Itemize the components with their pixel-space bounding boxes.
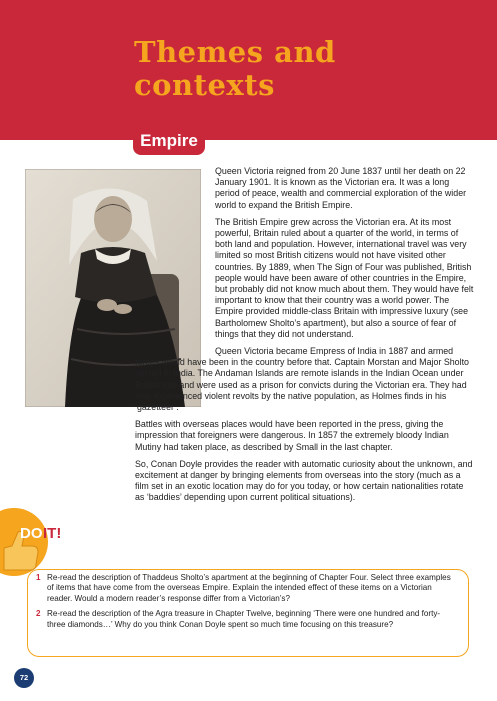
paragraph: Queen Victoria became Empress of India in 1887 and armed forces would have been in the country before that. Captain Morstan and Major Sholto served in India. The Andaman Islands are remote islands in the Indian Ocean under British rule and were used as a prison for convicts during the Victorian era. They had also experienced violent revolts by the native population, as Holmes finds in his ‘gazetteer’. <box>135 346 469 413</box>
paragraph: So, Conan Doyle provides the reader with automatic curiosity about the unknown, and excitement at danger by bringing elements from overseas into the story (much as a film set in an exotic location may do for you today, or how certain nationalities rotate as ‘baddies’ depending upon current political situations). <box>135 458 473 503</box>
paragraph: The British Empire grew across the Victorian era. At its most powerful, Britain ruled about a quarter of the world, in terms of both land and population. However, international travel was very limited so most British citizens would not have visited other countries. By 1889, when The Sign of Four was published, British people would have been aware of other countries in the Empire, but probably did not know much about them. They would have felt important to know that their country was a world power. The Empire provided middle-class Britain with impressive luxury (see Bartholomew Sholto’s apartment), but also a source of fear of things that they did not understand. <box>215 216 474 339</box>
title-line-1: Themes and <box>134 35 336 69</box>
paragraph: Battles with overseas places would have been reported in the press, giving the impression that foreigners were dangerous. In 1857 the extremely bloody Indian Mutiny had taken place, as described by Small in the last chapter. <box>135 419 449 452</box>
task-item <box>36 573 458 604</box>
body-text <box>135 166 475 510</box>
task-number: 1 <box>36 573 41 582</box>
task-number: 2 <box>36 609 41 619</box>
task-item <box>36 609 458 630</box>
do-it-label-it: IT! <box>43 525 62 542</box>
do-it-badge <box>0 498 70 578</box>
do-it-label-do: DO <box>20 525 43 542</box>
task-text: Re-read the description of the Agra treasure in Chapter Twelve, beginning ‘There were one hundred and forty-three diamonds…’ Why do you think Conan Doyle spent so much time focusing on this treasure? <box>47 609 441 629</box>
title-line-2: contexts <box>134 68 275 102</box>
activity-box <box>27 569 469 657</box>
page-number: 72 <box>14 668 34 688</box>
thumbs-up-icon <box>0 498 70 578</box>
task-text: Re-read the description of Thaddeus Sholto’s apartment at the beginning of Chapter Four. Select three examples of items that have come from the overseas Empire. Explain the intended effect of these items on a Victorian reader. Would a modern reader’s response differ from a Victorian’s? <box>47 573 451 603</box>
section-tag: Empire <box>133 127 205 155</box>
page-title <box>134 36 336 102</box>
paragraph: Queen Victoria reigned from 20 June 1837 until her death on 22 January 1901. It is known as the Victorian era. It was a long period of peace, wealth and commercial exploration of the wider world to expand the British Empire. <box>215 166 467 210</box>
